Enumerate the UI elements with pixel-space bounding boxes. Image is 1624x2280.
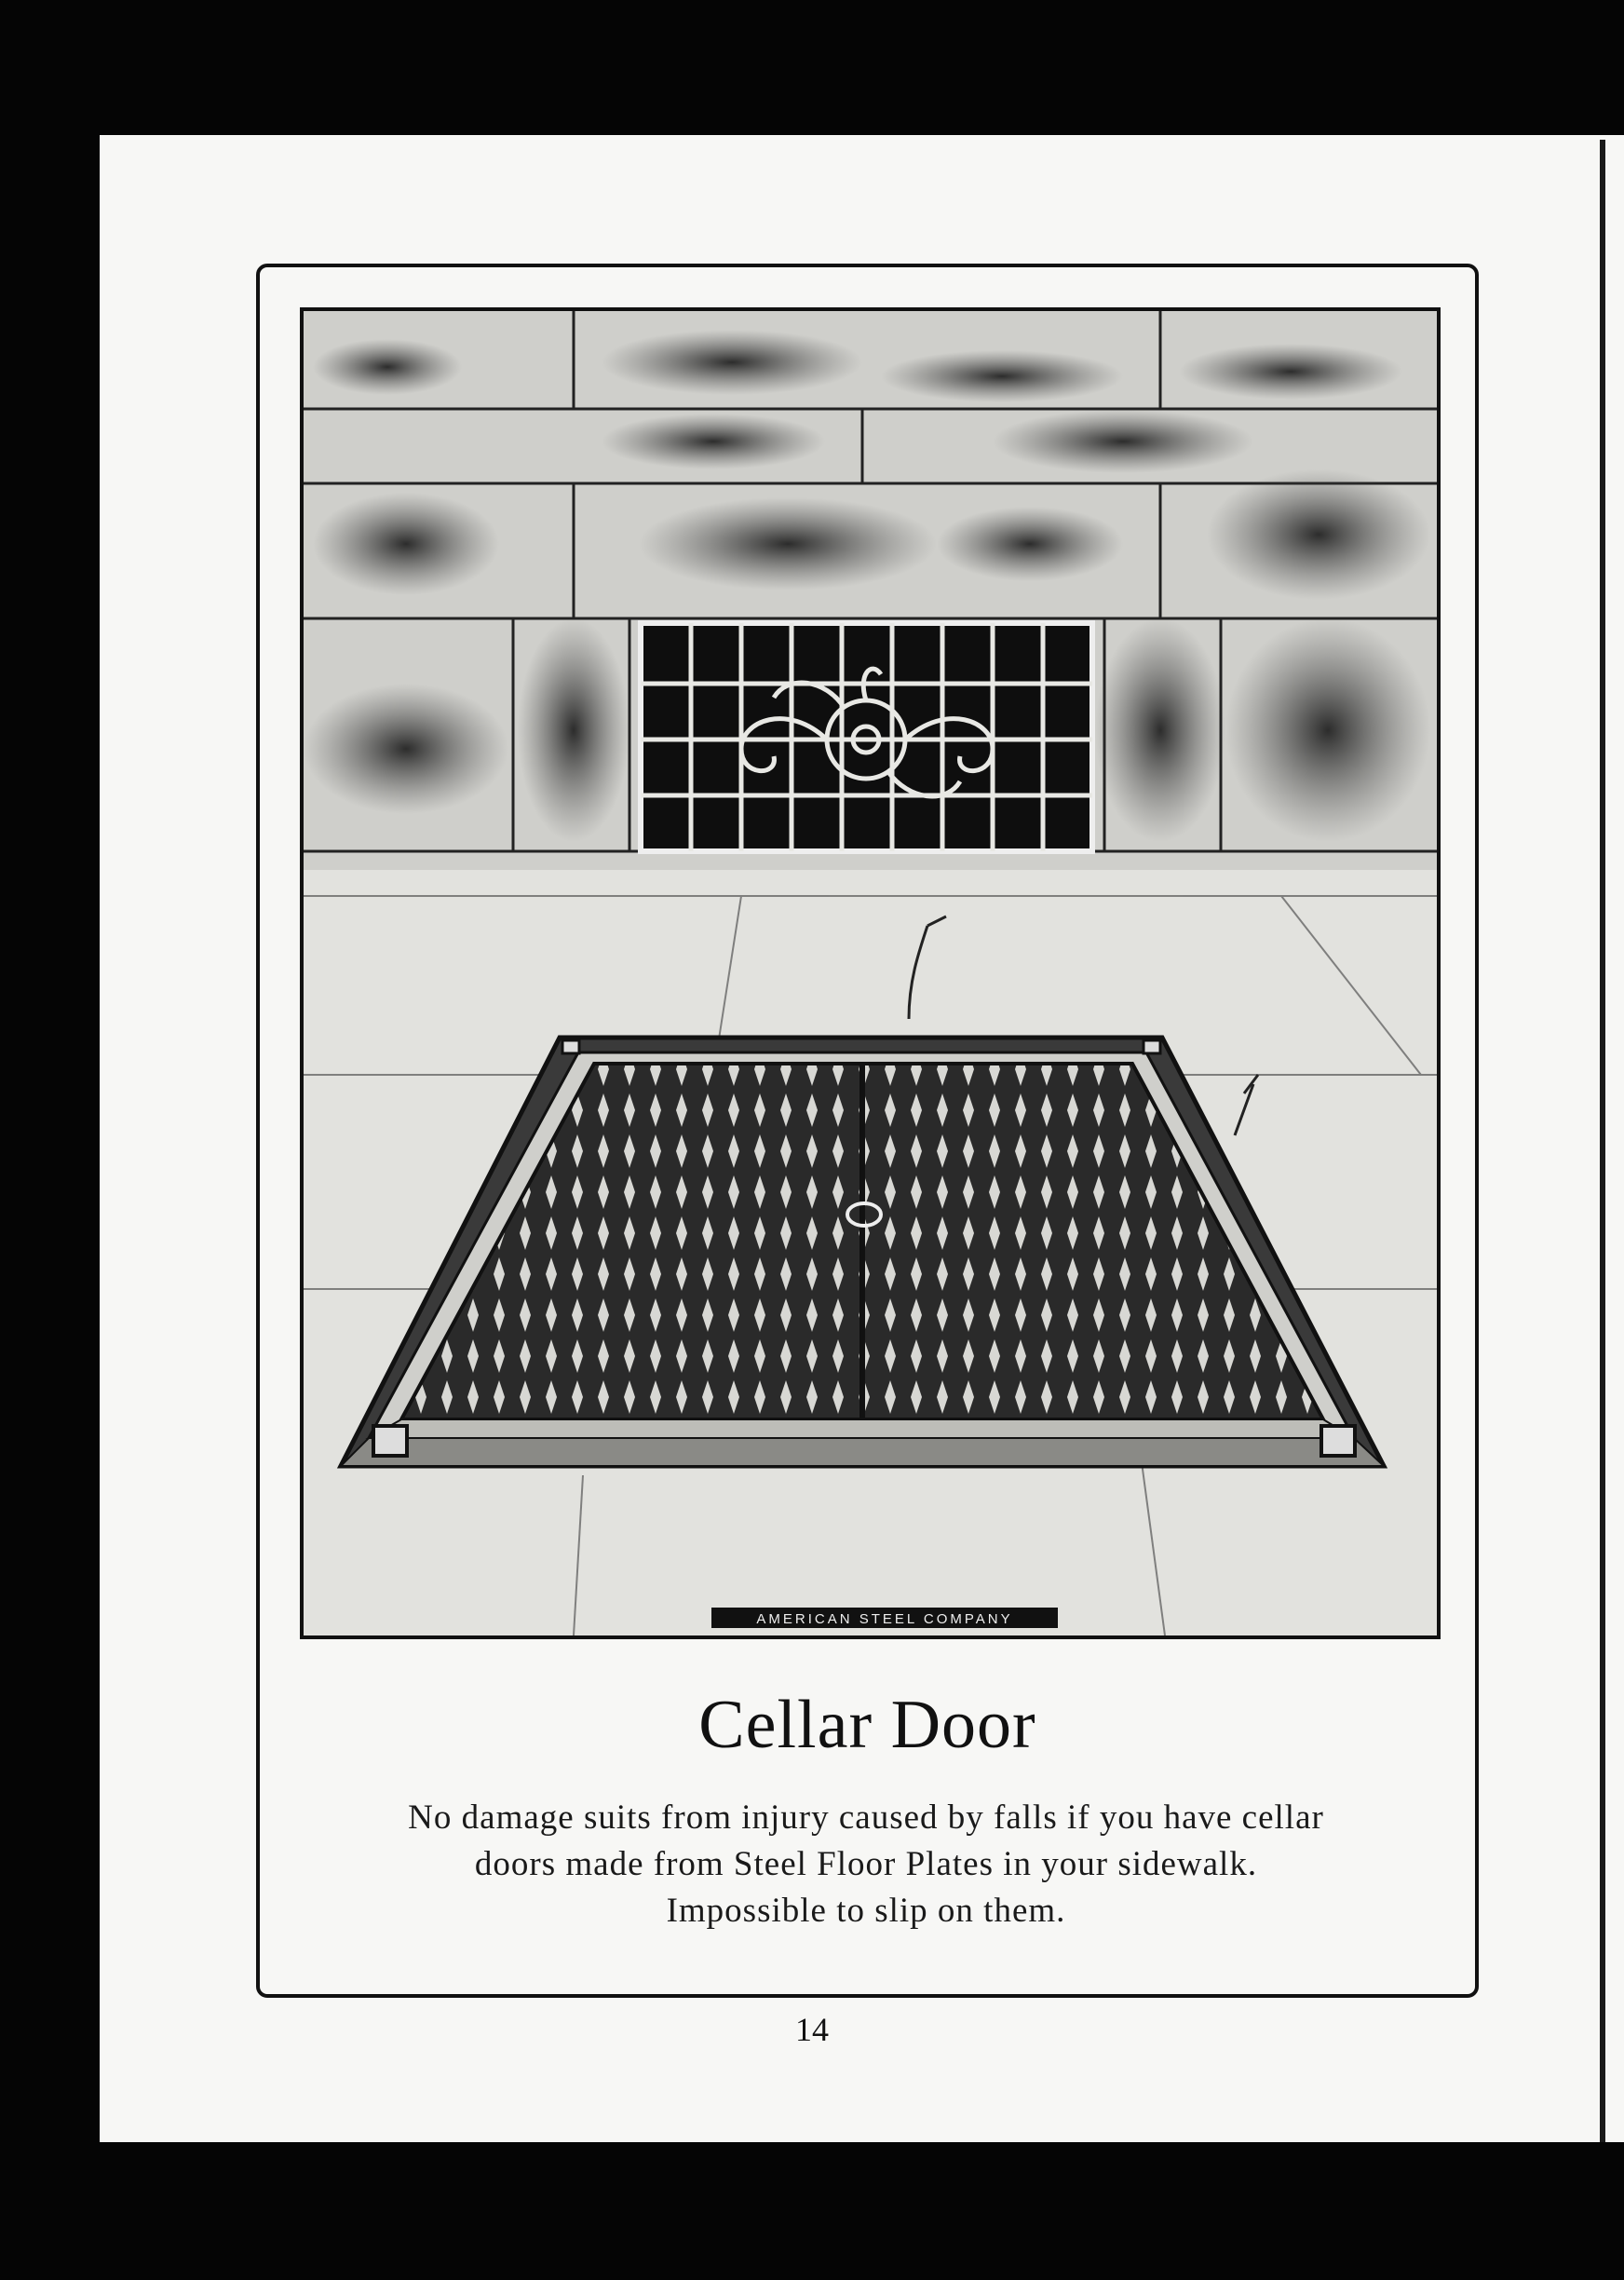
description-line: doors made from Steel Floor Plates in your sidewalk. <box>474 1845 1258 1883</box>
page-number: 14 <box>795 2011 829 2048</box>
basement-window-grille <box>641 623 1092 851</box>
cellar-door-illustration <box>300 307 1441 1639</box>
adjacent-page-edge <box>1600 140 1605 2142</box>
description-line: No damage suits from injury caused by falls if you have cellar <box>408 1798 1324 1837</box>
page-title: Cellar Door <box>698 1687 1036 1763</box>
description-line: Impossible to slip on them. <box>666 1892 1066 1930</box>
maker-label-text: AMERICAN STEEL COMPANY <box>756 1611 1013 1627</box>
description-text <box>307 1795 1425 1934</box>
